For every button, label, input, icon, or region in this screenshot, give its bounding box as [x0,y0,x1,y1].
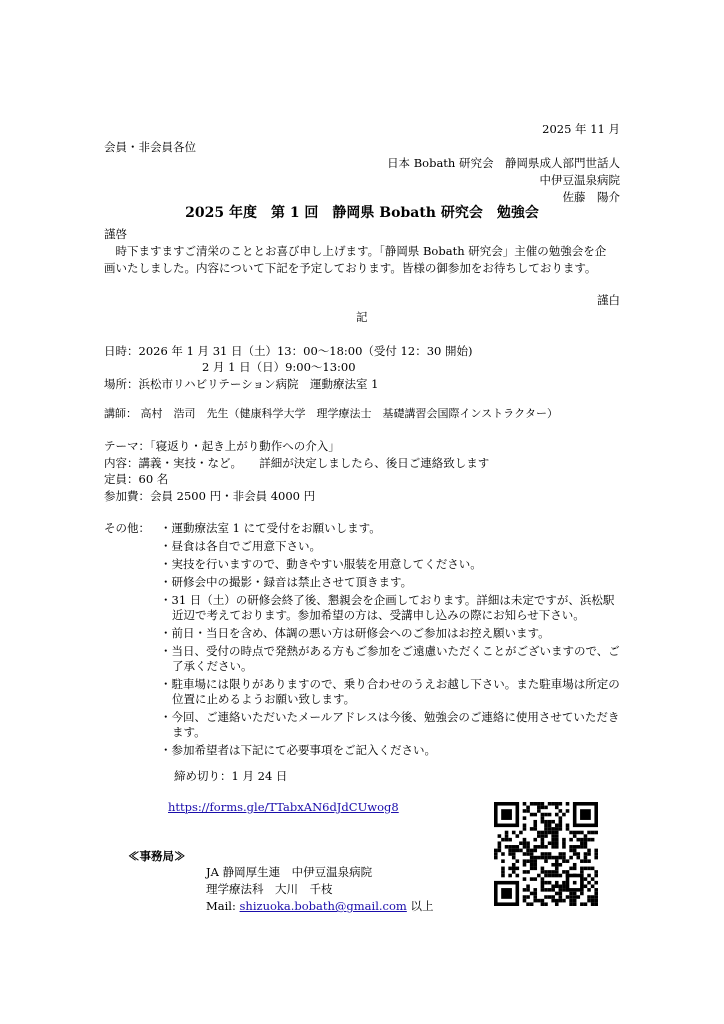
office-org: JA 静岡厚生連 中伊豆温泉病院 [206,865,373,879]
sender-name: 佐藤 陽介 [562,190,620,204]
list-item: ・昼食は各自でご用意下さい。 [160,539,321,553]
qr-code-icon[interactable] [494,802,598,906]
office-mail-line [206,899,433,914]
addressee: 会員・非会員各位 [104,140,196,154]
content: 内容：講義・実技・など。 詳細が決定しましたら、後日ご連絡致します [104,456,490,470]
ki-label: 記 [356,310,368,324]
theme: テーマ：「寝返り・起き上がり動作への介入」 [104,439,340,453]
lecturer: 講師： 高村 浩司 先生（健康科学大学 理学療法士 基礎講習会国際インストラクター） [104,407,558,420]
list-item: ・運動療法室 1 にて受付をお願いします。 [160,521,381,535]
date: 2025 年 11 月 [542,122,620,136]
capacity: 定員：60 名 [104,472,169,486]
list-item: ・駐車場には限りがありますので、乗り合わせのうえお越し下さい。また駐車場は所定の位置に止めるようお願い致します。 [160,677,620,706]
list-item: ・参加希望者は下記にて必要事項をご記入ください。 [160,743,436,757]
list-item: ・31 日（土）の研修会終了後、懇親会を企画しております。詳細は未定ですが、浜松駅近辺で考えております。参加希望の方は、受講申し込みの際にお知らせ下さい。 [160,593,615,622]
closing-text: 以上 [406,899,434,913]
office-contact: 理学療法科 大川 千枝 [206,882,333,896]
list-item: ・当日、受付の時点で発熱がある方もご参加をご遠慮いただくことがございますので、ご了承ください。 [160,644,620,673]
sender-hospital: 中伊豆温泉病院 [539,173,620,187]
others-list [160,521,622,761]
list-item: ・今回、ご連絡いただいたメールアドレスは今後、勉強会のご連絡に使用させていただきます。 [160,710,620,739]
sender-org: 日本 Bobath 研究会 静岡県成人部門世話人 [387,156,620,170]
list-item: ・前日・当日を含め、体調の悪い方は研修会へのご参加はお控え願います。 [160,626,550,640]
greeting-close: 謹白 [597,293,620,307]
greeting-open: 謹啓 [104,227,127,241]
list-item: ・実技を行いますので、動きやすい服装を用意してください。 [160,557,482,571]
fee: 参加費：会員 2500 円・非会員 4000 円 [104,489,316,503]
datetime-day1: 日時：2026 年 1 月 31 日（土）13：00～18:00（受付 12：30 開始) [104,344,473,358]
form-link[interactable]: https://forms.gle/TTabxAN6dJdCUwog8 [168,800,399,814]
page-title: 2025 年度 第 1 回 静岡県 Bobath 研究会 勉強会 [185,205,539,221]
place: 場所：浜松市リハビリテーション病院 運動療法室 1 [104,377,379,391]
mail-label: Mail: [206,899,240,913]
letter-body: 時下ますますご清栄のこととお喜び申し上げます。「静岡県 Bobath 研究会」主催の勉強会を企画いたしました。内容について下記を予定しております。皆様の御参加をお待ちしております。 [104,244,607,275]
list-item: ・研修会中の撮影・録音は禁止させて頂きます。 [160,575,413,589]
datetime-day2: 2 月 1 日（日）9:00～13:00 [202,360,356,374]
others-label: その他： [104,521,150,535]
mail-link[interactable]: shizuoka.bobath@gmail.com [239,899,407,913]
deadline: 締め切り：1 月 24 日 [174,769,288,783]
office-heading: ≪事務局≫ [128,849,186,863]
